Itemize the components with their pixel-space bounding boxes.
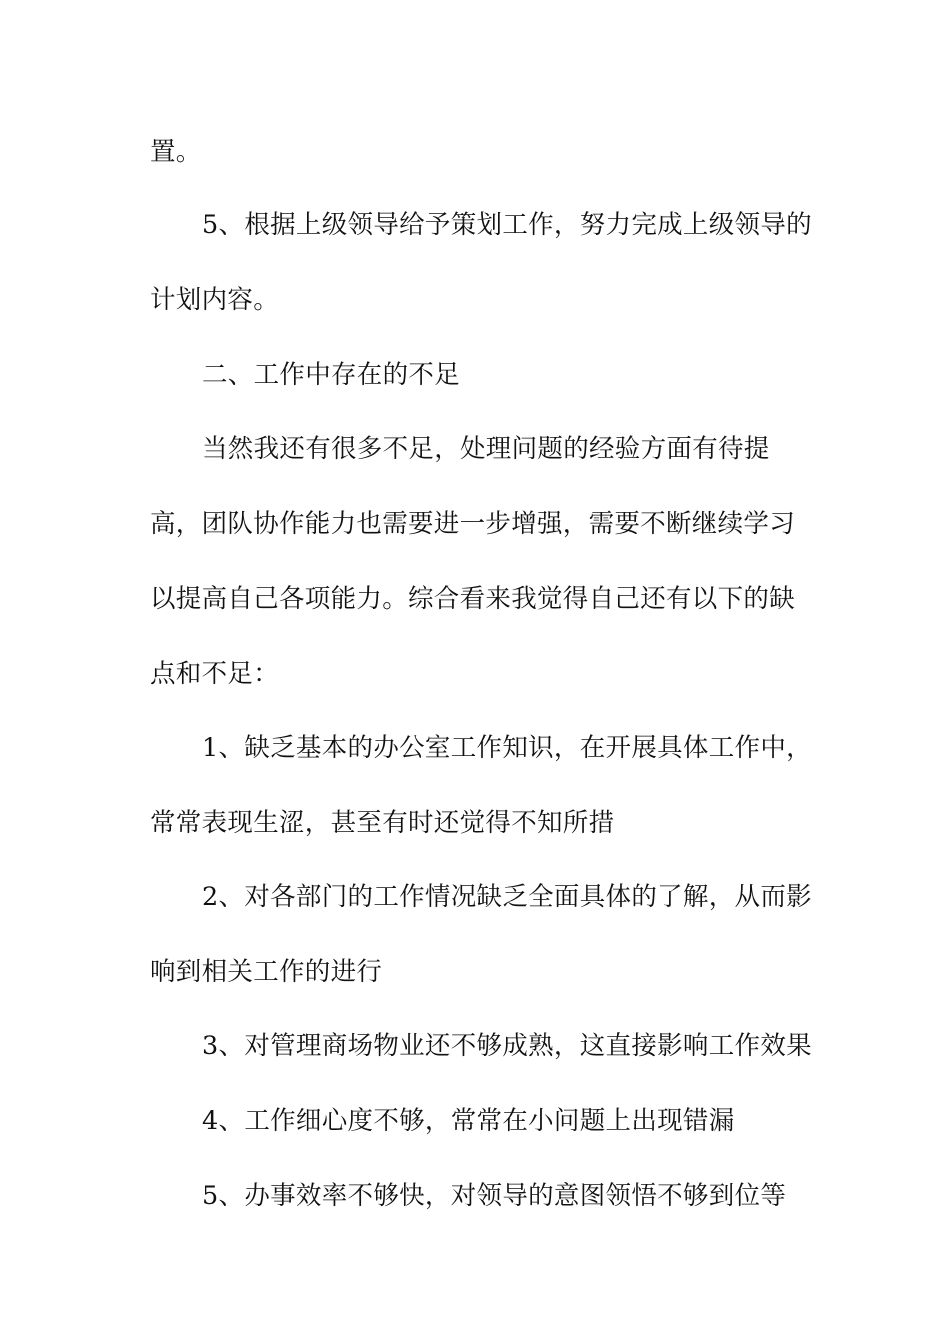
list-item-3: 3、对管理商场物业还不够成熟，这直接影响工作效果 bbox=[202, 1031, 812, 1061]
list-item-2-start: 2、对各部门的工作情况缺乏全面具体的了解，从而影 bbox=[202, 882, 812, 912]
text-line-paragraph-1: 当然我还有很多不足，处理问题的经验方面有待提 bbox=[202, 434, 770, 464]
list-item-5: 5、办事效率不够快，对领导的意图领悟不够到位等 bbox=[202, 1181, 787, 1211]
text-line-item-5-end: 计划内容。 bbox=[150, 285, 280, 315]
text-line-continuation: 置。 bbox=[150, 137, 202, 167]
list-item-1-start: 1、缺乏基本的办公室工作知识，在开展具体工作中， bbox=[202, 733, 812, 763]
section-heading-shortcomings: 二、工作中存在的不足 bbox=[202, 360, 461, 390]
list-item-4: 4、工作细心度不够，常常在小问题上出现错漏 bbox=[202, 1106, 735, 1136]
text-line-paragraph-2: 高，团队协作能力也需要进一步增强，需要不断继续学习 bbox=[150, 509, 796, 539]
list-item-2-end: 响到相关工作的进行 bbox=[150, 957, 383, 987]
text-line-item-5-start: 5、根据上级领导给予策划工作，努力完成上级领导的 bbox=[202, 210, 812, 240]
text-line-paragraph-3: 以提高自己各项能力。综合看来我觉得自己还有以下的缺 bbox=[150, 584, 796, 614]
text-line-paragraph-4: 点和不足： bbox=[150, 659, 280, 689]
list-item-1-end: 常常表现生涩，甚至有时还觉得不知所措 bbox=[150, 808, 615, 838]
